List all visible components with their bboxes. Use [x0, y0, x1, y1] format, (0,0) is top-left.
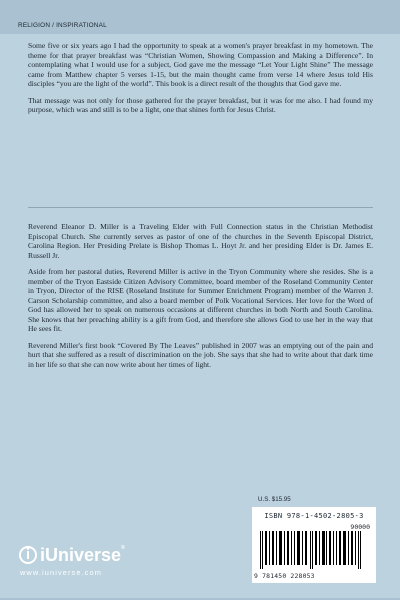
author-bio-section	[28, 222, 373, 369]
bio-paragraph-3: Reverend Miller's first book “Covered By The Leaves” published in 2007 was an emptying out of the pain and hurt that she suffered as a result of discrimination on the job. She says that she had to write about that dark time in her life so that she can now write about her times of light.	[28, 340, 373, 369]
bio-paragraph-1: Reverend Eleanor D. Miller is a Traveling Elder with Full Connection status in the Christian Methodist Episcopal Church. She currently serves as pastor of one of the churches in the Seventh Episcopal District, Carolina Region. Her Presiding Prelate is Bishop Thomas L. Hoyt Jr. and her presiding Elder is Dr. James E. Russell Jr.	[28, 222, 373, 260]
intro-section	[28, 41, 373, 115]
category-label: RELIGION / INSPIRATIONAL	[18, 22, 107, 29]
iuniverse-logo-icon	[18, 544, 38, 566]
bio-paragraph-2: Aside from her pastoral duties, Reverend Miller is active in the Tryon Community where she resides. She is a member of the Tryon Eastside Citizen Advisory Committee, board member of the Roseland Community Center in Tryon, Director of the RISE (Roseland Institute for Summer Enrichment Program) member of the Warren J. Carson Scholarship committee, and also a board member of Polk Vocational Services. Her love for the Word of God has allowed her to speak on numerous occasions at different churches in both North and South Carolina. She knows that her preaching ability is a gift from God, and therefore she allows God to use her in the way that He sees fit.	[28, 267, 373, 333]
section-divider	[28, 207, 373, 208]
price-label: U.S. $15.95	[258, 496, 291, 503]
publisher-name: iUniverse®	[40, 545, 125, 565]
intro-paragraph-2: That message was not only for those gathered for the prayer breakfast, but it was for me also. I had found my purpose, which was and still is to be a light, one that shines forth for Jesus Christ.	[28, 95, 373, 114]
publisher-logo	[18, 540, 168, 580]
ean-digits: 9 781450 228053	[254, 572, 315, 580]
isbn-label: ISBN 978-1-4502-2805-3	[264, 512, 364, 520]
price-code: 90000	[350, 523, 370, 531]
barcode-block	[252, 507, 376, 583]
barcode-icon	[260, 531, 368, 569]
publisher-name-text: iUniverse	[40, 545, 122, 565]
intro-paragraph-1: Some five or six years ago I had the opportunity to speak at a women's prayer breakfast in my hometown. The theme for that prayer breakfast was “Christian Women, Showing Compassion and Making a Difference”. In contemplating what I would use for a subject, God gave me the message “Let Your Light Shine” The message came from Matthew chapter 5 verses 1-15, but the main thought came from verse 14 where Jesus told His disciples “you are the light of the world”. This book is a direct result of the thoughts that God gave me.	[28, 41, 373, 88]
publisher-url: www.iuniverse.com	[20, 568, 102, 577]
